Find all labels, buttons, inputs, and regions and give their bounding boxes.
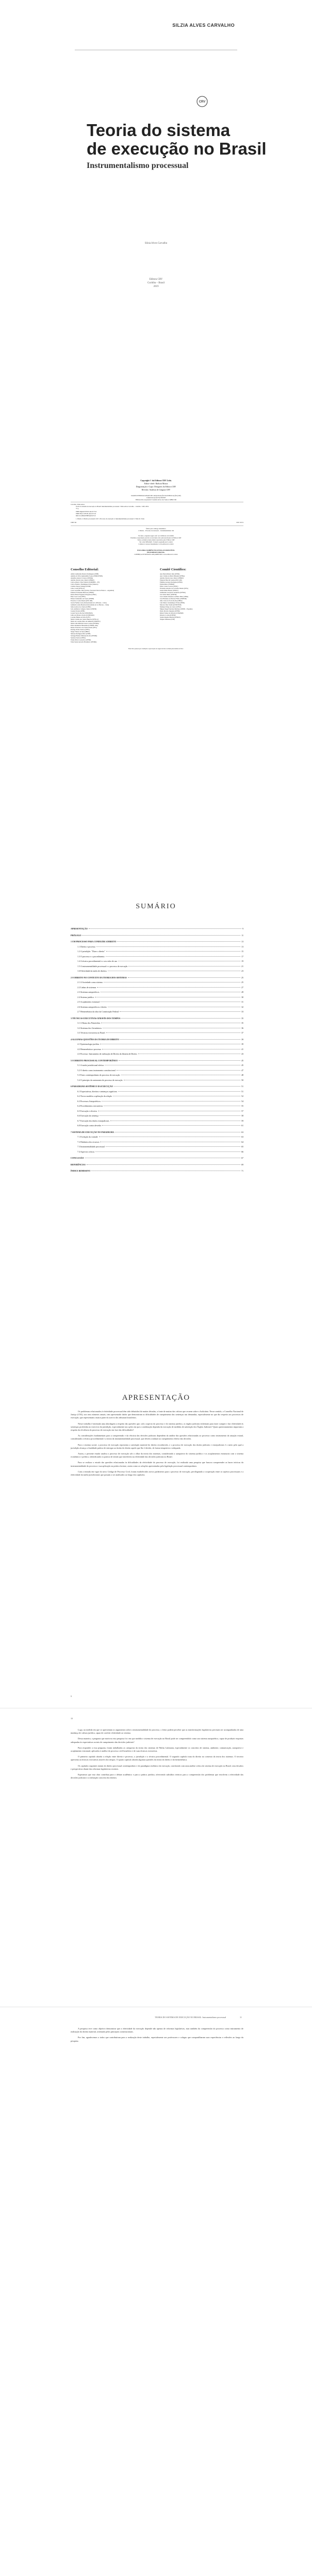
cip-entry: Teoria do sistema de execução no Brasil: Instrumentalismo processual / Silzia Alves Carvalho – Curitiba : CRV, 2019. — [76, 505, 149, 507]
paragraph: Os problemas relacionados à efetividade processual têm sido debatidos há muitas décadas, a fonte de muitas das críticas que recaem sobre o Judiciário. Nesse sentido, o Conselho Nacional de Justiça (CNJ), nos seus números anuais, tem apresentado dados que demonstram as dificuldades de cumprimento das sentenças nas demandas, especialmente no que diz respeito aos processos de execução, que representam a maior parte do acervo dos tribunais brasileiros. — [71, 1410, 243, 1419]
toc-entry-page: 55 — [241, 1105, 243, 1107]
toc-entry-page: 57 — [241, 1109, 243, 1112]
toc-entry-label: 3 TÉCNICAS EXECUTIVAS ATRAVÉS DOS TEMPOS — [71, 1016, 121, 1020]
committee-list — [160, 573, 243, 620]
credit-line-1: Editor-chefe: Railson Moura — [144, 482, 168, 485]
council-member: Élsio José Corá (UFFS) — [71, 596, 86, 598]
toc-leader — [100, 1115, 240, 1116]
committee-member: Joel Lima Júnior (UNESP) — [160, 594, 177, 596]
toc-entry[interactable] — [77, 1095, 243, 1097]
council-member: Gloria Fariñas León (Universidade de La Havana – Cuba) — [71, 602, 107, 604]
svg-text:CRV: CRV — [199, 100, 206, 104]
cip-subtitle: CATALOGAÇÃO NA FONTE — [146, 497, 166, 499]
toc-entry-label: 4 ALGUMAS QUESTÕES DA TEORIA DO DIREITO — [71, 1038, 120, 1041]
presentation-text-2 — [71, 1728, 243, 1782]
toc-leader — [102, 1125, 240, 1126]
toc-entry-page: 63 — [241, 1130, 243, 1133]
toc-entry-label: 5.4 O princípio da autonomia do processo de execução — [77, 1078, 123, 1081]
toc-entry-label: 4.1 Epistemologia jurídica — [77, 1043, 100, 1045]
toc-entry[interactable] — [77, 1022, 243, 1024]
header-rule — [75, 49, 237, 50]
council-member: Cesar Gerónimo Tello (Univer. Nacional Três de Febrero – Argentina) — [71, 589, 114, 591]
toc-entry-page: 35 — [241, 1016, 243, 1020]
toc-leader — [106, 951, 240, 952]
toc-entry[interactable] — [71, 1059, 243, 1062]
credit-line-3: Revisão: Analista de Línguas CRV — [141, 488, 171, 491]
toc-entry[interactable] — [77, 1031, 243, 1034]
toc-entry-page: 47 — [241, 1069, 243, 1072]
toc-leader — [106, 956, 240, 957]
toc-entry[interactable] — [77, 1105, 243, 1107]
committee-member: Sandra Regina Martini (UFRGS) — [160, 616, 180, 618]
toc-entry-page: 36 — [241, 1026, 243, 1029]
toc-entry-page: 52 — [241, 1095, 243, 1097]
book-title-line-1: Teoria do sistema — [87, 121, 231, 140]
toc-leader — [106, 1146, 240, 1147]
toc-leader — [117, 1070, 240, 1071]
council-member: Maria Lília Imbiriba Sousa Colares (UFOPA) — [71, 622, 99, 624]
paragraph: Para se realizar o estudo das questões relacionadas às dificuldades da efetividade do processo de execução, foi realizada uma pesquisa que buscou compreender as bases teóricas da instrumentalidade do processo e sua aplicação na prática forense, assim como as soluções apresentadas pela legislação processual contemporânea. — [71, 1461, 243, 1467]
council-member: Tadeu Oliver Gonçalves (UFPA) — [71, 639, 91, 641]
toc-entry[interactable] — [77, 986, 243, 989]
publication-year: 2019 — [153, 285, 159, 288]
toc-entry[interactable] — [77, 1006, 243, 1008]
cip-cdu: CDU 347.9 — [236, 521, 243, 523]
toc-leader — [89, 928, 241, 929]
council-member: João Adalberto Campato Junior (UNESP) — [71, 608, 97, 610]
paragraph: Com a entrada em vigor do novo Código de Processo Civil, foram estabelecidos novos parâmetros para o processo de execução, privilegiando a cooperação entre os sujeitos processuais e a efetividade da tutela jurisdicional, que passam a ser analisados ao longo dos capítulos. — [71, 1470, 243, 1477]
toc-entry[interactable] — [77, 1079, 243, 1081]
publisher-name: Editora CRV — [149, 278, 163, 281]
toc-leader — [128, 977, 240, 978]
toc-entry-label: 7.3 Instrumentalidade processual — [77, 1145, 105, 1148]
toc-leader — [120, 1039, 240, 1040]
toc-entry-label: 5 O DIREITO PROCESSUAL CONTEMPORÂNEO — [71, 1059, 118, 1062]
copyright-line: Copyright © da Editora CRV Ltda. — [140, 479, 172, 482]
council-heading: Conselho Editorial: — [71, 568, 99, 571]
cip-block — [71, 503, 243, 523]
toc-entry[interactable] — [77, 1001, 243, 1003]
toc-entry-label: 6.1 Expectativas, direitos e sentenças cognitivas — [77, 1090, 117, 1093]
toc-entry[interactable] — [77, 1110, 243, 1112]
toc-entry-page: 19 — [241, 960, 243, 962]
summary-heading: SUMÁRIO — [136, 903, 176, 910]
contact-phone: Tel.: (41) 3039-6418 - E-mail: sac@editoracrv.com.br — [139, 541, 173, 543]
council-member: Eduardo Fernandes Barbosa (UFMG) — [71, 591, 94, 594]
toc-entry-page: 31 — [241, 1001, 243, 1003]
digital-notice-2: EM FORMATO DIGITAL. — [146, 551, 166, 553]
toc-entry-page: 50 — [241, 1078, 243, 1081]
toc-entry-label: 6 PARADIGMA SISTÊMICO DA EXECUÇÃO — [71, 1085, 113, 1088]
presentation-heading: APRESENTAÇÃO — [122, 1394, 190, 1402]
toc-entry-page: 54 — [241, 1099, 243, 1103]
toc-entry-label: APRESENTAÇÃO — [71, 927, 88, 930]
committee-member: Júlio César de Sá da Rocha (UFBA) — [160, 600, 183, 602]
toc-leader — [121, 1018, 240, 1019]
book-subtitle: Instrumentalismo processual — [87, 161, 189, 170]
toc-entry[interactable] — [77, 1074, 243, 1076]
committee-member: Guilherme Gonçalves Alcântara (UFMG) — [160, 591, 186, 594]
index-title: Índice para catálogo sistemático — [146, 528, 166, 530]
toc-entry[interactable] — [77, 996, 243, 998]
toc-entry[interactable] — [71, 934, 243, 937]
toc-entry-page: 43 — [241, 1053, 243, 1055]
toc-entry[interactable] — [71, 1170, 243, 1172]
toc-entry-label: 7.1 Evolução da vontade — [77, 1136, 98, 1138]
toc-leader — [96, 946, 240, 947]
council-member: Aldira Guimarães Duarte Domínguez (UNB) — [71, 573, 99, 575]
paragraph: Por fim, agradecemos a todos que contribuíram para a realização deste trabalho, especialmente aos professores e colegas que compartilharam suas experiências e reflexões ao longo da pesquisa. — [71, 2036, 243, 2042]
toc-entry[interactable] — [77, 1124, 243, 1127]
toc-entry-label: REFERÊNCIAS — [71, 1163, 86, 1166]
toc-entry[interactable] — [71, 1163, 243, 1166]
committee-member: José Cláudio Monteiro de Brito Filho (UFPA) — [160, 596, 189, 598]
toc-entry-page: 17 — [241, 955, 243, 958]
toc-entry-page: 33 — [241, 1010, 243, 1013]
council-member: Lídia de Oliveira Xavier (UNIEURO) — [71, 614, 94, 616]
toc-entry-page: 11 — [241, 934, 243, 937]
page-number-9: 9 — [71, 1695, 72, 1698]
cip-author: Carvalho, Silzia Alves — [71, 503, 85, 505]
committee-member: Fernando Antonio de Carvalho Dantas (UFG) — [160, 587, 188, 589]
toc-leader — [120, 1011, 240, 1012]
council-member: Antônio Pereira Gaio Júnior (UFRRJ) — [71, 579, 94, 581]
council-member: Francisco Carlos Duarte (PUC-PR) — [71, 600, 93, 602]
toc-entry[interactable] — [77, 955, 243, 958]
toc-entry-label: 2.3 Sistemas autopoiéticos — [77, 991, 100, 993]
cip-isbn-2: ISBN Físico 978-85-444-3172-9 — [76, 513, 96, 515]
toc-entry[interactable] — [77, 1120, 243, 1122]
toc-entry-page: 25 — [241, 981, 243, 984]
toc-entry-label: 2.7 Hermenêutica da obra da Constituição Federal — [77, 1010, 119, 1013]
toc-entry[interactable] — [77, 950, 243, 953]
council-member: Lourdes Helena da Silva (UFV) — [71, 616, 91, 618]
toc-entry-page: 63 — [241, 1136, 243, 1138]
council-member: Andréia da Silva Quintanilha Sousa (UNIR/UFRN) — [71, 575, 103, 577]
toc-entry-page: 37 — [241, 1031, 243, 1034]
toc-entry-page: 65 — [241, 1145, 243, 1148]
toc-entry-page: 67 — [241, 1157, 243, 1159]
crv-logo-icon — [196, 95, 208, 108]
committee-member: Miguel Ángel Sánchez Martínez (UNED – Espanha) — [160, 608, 193, 610]
toc-entry-page: 66 — [241, 1150, 243, 1153]
toc-entry-label: 1.2 A jurisdição: "Dizer o direito" — [77, 950, 105, 953]
editorial-council — [71, 568, 156, 643]
toc-entry[interactable] — [77, 965, 243, 968]
scientific-committee — [160, 568, 243, 620]
committee-member: Antônio Pereira Gaio Júnior (UFRRJ) — [160, 577, 184, 579]
toc-entry-page: 35 — [241, 1022, 243, 1024]
toc-entry-label: 7 SISTEMA DE EXECUÇÃO NO PARADIGMA — [71, 1130, 114, 1133]
toc-leader — [87, 1164, 240, 1165]
digital-notice: ESTA OBRA TAMBÉM ENCONTRA-SE DISPONÍVEL — [137, 549, 175, 551]
toc-entry-page: 59 — [241, 1119, 243, 1122]
toc-entry-label: CONCLUSÃO — [71, 1157, 84, 1159]
committee-member: Fábio Caires Correia (UESC) — [160, 585, 178, 587]
toc-entry-page: 69 — [241, 1163, 243, 1166]
toc-entry[interactable] — [71, 940, 243, 943]
council-member: Jailson Alves dos Santos (UFRJ) — [71, 606, 91, 608]
toc-entry[interactable] — [77, 1053, 243, 1055]
toc-leader — [119, 1060, 240, 1061]
committee-member: Paulo Ricardo Opuszka (UFPR) — [160, 610, 180, 612]
toc-entry-label: 6.7 Execução dos títulos extrajudiciais — [77, 1119, 109, 1122]
toc-entry[interactable] — [77, 960, 243, 962]
toc-entry-label: 3.1 A Roma dos Primórdios — [77, 1022, 101, 1024]
toc-entry[interactable] — [77, 1150, 243, 1153]
peer-review-note: Este livro passou por avaliação e aprovação às cegas de dois ou mais pareceristas ad hoc. — [128, 648, 184, 650]
committee-member: Edmilson Araujo Rodrigues (UFPA) — [160, 581, 183, 583]
toc-entry-label: 1.5 A instrumentalidade processual e o processo de execução — [77, 964, 128, 968]
toc-entry-page: 58 — [241, 1114, 243, 1117]
toc-entry-label: 7.4 Aspectos críticos — [77, 1150, 95, 1153]
cip-isbn: ISBN Digital 978-85-444-3173-6 — [76, 511, 97, 513]
toc-entry-label: 2 O DIREITO NO CONTEXTO DA TEORIA DOS SISTEMAS — [71, 976, 127, 979]
running-author: SILZIA ALVES CARVALHO — [172, 23, 235, 28]
council-member: Carlos Alberto Vilar Estêvão (UMINHO – PT) — [71, 581, 100, 583]
council-member: Renato Francisco dos Santos Paula (UFG) — [71, 626, 97, 629]
toc-leader — [117, 941, 240, 942]
toc-entry-page: 21 — [241, 964, 243, 968]
toc-entry[interactable] — [77, 1114, 243, 1117]
toc-entry[interactable] — [71, 1017, 243, 1020]
council-member: Anselmo Alencar Colares (UFOPA) — [71, 577, 93, 579]
toc-entry-page: 23 — [241, 970, 243, 972]
cover-author: Silzia Alves Carvalho — [144, 242, 168, 245]
toc-entry-page: 39 — [241, 1043, 243, 1045]
toc-entry-label: 5.3 Fases contemporâneas do processo de execução — [77, 1074, 120, 1076]
toc-entry[interactable] — [77, 1027, 243, 1029]
toc-leader — [95, 1151, 240, 1152]
toc-entry-page: 13 — [241, 940, 243, 943]
credit-line-2: Diagramação e Capa: Designers da Editora CRV — [136, 485, 176, 488]
toc-entry-label: 1.4 A técnica procedimental e o seu valor de uso — [77, 960, 118, 962]
paragraph: Esperamos que esta obra contribua para o debate acadêmico e para a prática jurídica, oferecendo subsídios teóricos para a compreensão dos problemas que envolvem a efetividade das decisões judiciais e a realização concreta dos direitos. — [71, 1773, 243, 1780]
council-member: Leonel Severo Rocha (UNISINOS) — [71, 612, 93, 614]
committee-member: Roberta Corrêa (UNESP) — [160, 614, 176, 616]
toc-leader — [82, 935, 240, 936]
contact-site: Conheça os nossos lançamentos: www.editoracrv.com.br — [138, 543, 174, 545]
title-page — [0, 0, 312, 470]
presentation-text-3 — [71, 2027, 243, 2045]
toc-entry-label: 3.2 Sistemas dos Germânicos — [77, 1026, 102, 1029]
toc-entry-page: 61 — [241, 1124, 243, 1127]
summary-page — [0, 855, 312, 1374]
toc-entry[interactable] — [77, 1090, 243, 1093]
toc-entry[interactable] — [77, 991, 243, 993]
toc-entry-label: 1 UM PROCESSO PARA CONDUZIR A DIREITO — [71, 940, 117, 943]
toc-entry[interactable] — [77, 1069, 243, 1072]
toc-entry-label: 4.2 Hermenêutica e processo — [77, 1047, 102, 1050]
page-number-10: 10 — [71, 1717, 73, 1720]
paragraph: As considerações fundamentais para a compreensão e da eficácia das decisões judiciais dependem da análise das questões relacionadas ao processo como instrumento da atuação estatal, considerando a técnica procedimental e a teoria da instrumentalidade processual, que devem conduzir ao cumprimento efetivo das decisões. — [71, 1434, 243, 1440]
toc-entry-page: 15 — [241, 950, 243, 953]
council-member: Solange Helena Ximenes-Rocha (UFOPA) — [71, 635, 97, 637]
toc-entry-label: 3.3 Técnicas executivas no Brasil — [77, 1031, 105, 1034]
presentation-pages — [0, 1373, 312, 2576]
toc-entry[interactable] — [71, 1131, 243, 1133]
rights-reserved: Todos os direitos desta edição reservados pela: Editora CRV — [137, 539, 175, 541]
toc-leader — [114, 1086, 240, 1087]
toc-entry-label: 2.1 A Sociedade como sistema — [77, 981, 103, 984]
running-head: TEORIA DO SISTEMA DE EXECUÇÃO NO BRASIL: Instrumentalismo processual — [155, 2016, 226, 2019]
toc-entry-label: 1.6 Efetividade da tutela de direitos — [77, 970, 107, 972]
digital-notice-3: CONHEÇA OS NOSSOS LANÇAMENTOS: www.editoracrv.com.br — [134, 553, 178, 555]
council-member: Carmen Tereza Velanga (UNIR) — [71, 585, 91, 587]
toc-entry-label: 7.2 Dinâmica dos recursos — [77, 1140, 100, 1143]
council-member: Sérgio Nunes de Jesus (IFRO) — [71, 631, 90, 633]
toc-entry-page: 48 — [241, 1074, 243, 1076]
toc-entry[interactable] — [77, 1043, 243, 1045]
toc-entry[interactable] — [77, 1136, 243, 1138]
toc-entry-label: 4.3 Processo: Instrumento de realização de Direito da Idoneia de Direito — [77, 1053, 137, 1055]
paragraph: Dessa maneira, a pergunta que motivou esta pesquisa foi: em que medida o sistema de execução no Brasil pode ser compreendido como um sistema autopoiético, capaz de produzir respostas adequadas às expectativas sociais de cumprimento das decisões judiciais? — [71, 1737, 243, 1743]
committee-member: Ezilda Melo (UNIFAP) — [160, 583, 175, 585]
toc-entry-label: 2.6 Sistemas autopoiéticos e direito — [77, 1005, 107, 1008]
toc-entry-page: 27 — [241, 986, 243, 989]
toc-entry-page: 9 — [242, 927, 243, 930]
paragraph: Para o sistema social, o processo de execução representa a satisfação material do direito reconhecido, e o processo de execução dos títulos judiciais e extrajudiciais é o meio pelo qual a jurisdição alcança a finalidade prática de entregar ao titular do direito aquilo que lhe é devido, de forma tempestiva e adequada. — [71, 1443, 243, 1449]
toc-entry[interactable] — [71, 1038, 243, 1041]
council-member: Simone Rodrigues Pinto (UNB) — [71, 633, 91, 635]
toc-entry[interactable] — [77, 1145, 243, 1148]
toc-leader — [128, 966, 240, 967]
committee-member: Gisela Maria Bester (UNISC) — [160, 589, 178, 591]
paragraph: O primeiro capítulo aborda a relação entre direito e processo, a jurisdição e a técnica procedimental. O segundo capítulo trata do direito no contexto da teoria dos sistemas. O terceiro apresenta as técnicas executivas através dos tempos. O quarto capítulo aborda algumas questões da teoria do direito e da hermenêutica. — [71, 1755, 243, 1761]
toc-entry[interactable] — [71, 976, 243, 979]
toc-entry-label: 2.5 Acoplamento estrutural — [77, 1001, 100, 1003]
toc-entry-label: 6.6 Execução da sentença — [77, 1114, 99, 1117]
paragraph: Assim, o presente estudo analisa o processo de execução sob o olhar da teoria dos sistemas, considerando a autopoiese do sistema jurídico e os acoplamentos estruturais com o sistema econômico e político, identificando os pontos de tensão que interferem na efetividade das decisões judiciais no Brasil. — [71, 1452, 243, 1459]
toc-leader — [106, 1032, 240, 1033]
toc-entry-label: 2.2 Linhas de sistemas — [77, 986, 96, 989]
toc-entry-page: 28 — [241, 991, 243, 993]
toc-entry-page: 41 — [241, 1047, 243, 1050]
committee-member: Ana Paula Ribeiro Reis (UFPA) — [160, 573, 180, 575]
toc-entry-label: 5.1 A tutela jurisdicional efetiva — [77, 1064, 104, 1066]
toc-entry-page: 64 — [241, 1140, 243, 1143]
paragraph: Os capítulos seguintes tratam do direito processual contemporâneo e do paradigma sistêmico da execução, concluindo com uma análise crítica do sistema de execução no Brasil, seus desafios e perspectivas diante das reformas legislativas recentes. — [71, 1764, 243, 1770]
committee-member: Luís Mauro Lindenmeyer Eche (UFPR) — [160, 602, 185, 604]
book-title — [87, 121, 266, 158]
committee-member: Wagner Menezes (USP) — [160, 618, 175, 620]
toc-leader — [118, 1091, 240, 1092]
toc-entry[interactable] — [71, 1085, 243, 1088]
committee-member: Ana Cristina de Melo Pimentel (UFBA) — [160, 575, 185, 577]
toc-entry[interactable] — [77, 1100, 243, 1103]
cip-librarian: Bibliotecária responsável: Luzenira Alves dos Santos CRB9/1506 — [136, 499, 176, 501]
council-member: Celso Conti (UFSCar) — [71, 587, 85, 589]
toc-entry[interactable] — [77, 1064, 243, 1066]
toc-entry[interactable] — [77, 1010, 243, 1013]
toc-entry[interactable] — [77, 970, 243, 972]
paragraph: Logo, na medida em que se apresentam os argumentos sobre a instrumentalidade do processo, o leitor poderá perceber que as transformações legislativas precisam ser acompanhadas de uma mudança de cultura jurídica, capaz de conferir efetividade ao sistema. — [71, 1728, 243, 1735]
committee-member: Matheus Felipe de Castro (UFSC) — [160, 606, 181, 608]
cip-pages: 72 p. — [76, 507, 79, 510]
toc-entry[interactable] — [77, 1141, 243, 1143]
cip-doi: DOI 10.24824/978854443172.9 — [76, 515, 96, 517]
toc-entry-page: 71 — [241, 1170, 243, 1172]
toc-entry-page: 45 — [241, 1059, 243, 1062]
council-member: Guillermo Arias Beatón (Universidade de La Havana – Cuba) — [71, 604, 109, 606]
council-member: Josania Portela (UFPI) — [71, 610, 85, 612]
toc-entry-page: 51 — [241, 1090, 243, 1093]
committee-member: José Filomeno de Moraes Filho (UNIFOR) — [160, 598, 187, 600]
presentation-text-1 — [71, 1410, 243, 1479]
cip-subjects: 1. Direito 2. Direito processual civil 3. Processo de execução 4. Instrumentalidade processual I. Título II. Série — [76, 518, 144, 520]
toc-entry-page: 13 — [241, 945, 243, 948]
publisher-city: Curitiba – Brasil — [147, 282, 165, 284]
toc-entry-page: 30 — [241, 995, 243, 998]
council-member: Maria de Lourdes Pinto de Almeida (UNOESC) — [71, 620, 101, 622]
council-member: Paulo Romualdo Hernandes (UNIFAL-MG) — [71, 624, 98, 626]
toc-entry-page: 45 — [241, 1064, 243, 1066]
legal-deposit: Foi feito o depósito legal conf. Lei 10.994 de 14/12/2004 — [138, 535, 174, 537]
toc-entry-page: 51 — [241, 1085, 243, 1088]
toc-entry-label: PRÓLOGO — [71, 934, 81, 937]
cip-cdd: CDD 341 — [71, 521, 77, 523]
toc-entry[interactable] — [77, 945, 243, 948]
toc-entry-page: 39 — [241, 1038, 243, 1041]
council-member: Rodrigo Pratte-Santos (UFES) — [71, 629, 90, 631]
cip-title: DADOS INTERNACIONAIS DE CATALOGAÇÃO NA PUBLICAÇÃO (CIP) — [131, 495, 181, 497]
toc-entry-page: 32 — [241, 1005, 243, 1008]
council-member: Elione Maria Nogueira Diogenes (UFAL) — [71, 594, 97, 596]
paragraph: Para responder a essa pergunta, foram trabalhadas as categorias da teoria dos sistemas de Niklas Luhmann, especialmente os conceitos de sistema, ambiente, comunicação, autopoiese e acoplamento estrutural, aplicados à análise do processo civil brasileiro e de suas técnicas executivas. — [71, 1746, 243, 1753]
toc-entry[interactable] — [77, 1048, 243, 1050]
toc-entry-label: 2.4 Sistema jurídico — [77, 995, 94, 998]
toc-entry[interactable] — [71, 927, 243, 930]
committee-heading: Comitê Científico: — [160, 568, 187, 571]
index-line: 1. Direito – Processo de execução – Instrumentalismo 341 — [138, 530, 174, 532]
toc-leader — [97, 987, 240, 988]
paragraph: A pesquisa teve como objetivo demonstrar que a efetividade da execução depende não apenas de reformas legislativas, mas também da compreensão do processo como instrumento de realização do direito material, orientado pelos princípios constitucionais. — [71, 2027, 243, 2033]
council-list — [71, 573, 156, 643]
toc-entry-label: 1.3 O processo e o procedimento — [77, 955, 105, 958]
credits-page — [0, 470, 312, 856]
toc-entry-label: 6.4 Procedimentos executórios — [77, 1105, 103, 1107]
toc-entry-label: 6.3 Processos Autopoiéticos — [77, 1099, 101, 1103]
toc-entry-page: 25 — [241, 976, 243, 979]
committee-member: Eduardo Biacchi Gomes (PUC-PR) — [160, 579, 182, 581]
rights-line: Proibida a reprodução parcial ou total desta obra sem autorização da Editora CRV — [130, 537, 182, 539]
council-member: Carlos Federico Dominguez Avila (Unieuro) — [71, 583, 98, 585]
toc-entry-label: 6.8 Execução contra devedor — [77, 1124, 102, 1127]
committee-member: Marcelo Dias Varella (UNICEUB) — [160, 604, 182, 606]
toc-entry-label: ÍNDICE REMISSIVO — [71, 1170, 91, 1172]
council-member: Sydione Santos (UEPG) — [71, 637, 86, 639]
toc-entry-label: 6.2 Novos modelos a aplicação da relação — [77, 1095, 112, 1097]
committee-member: Rafael Tomaz de Oliveira (UNAERP) — [160, 612, 184, 614]
toc-entry[interactable] — [71, 1157, 243, 1159]
council-member: Elizeu Clementino de Souza (UNEB) — [71, 598, 94, 600]
toc-entry-label: 6.5 Execução e eficácia — [77, 1109, 97, 1112]
toc-entry[interactable] — [77, 981, 243, 984]
council-member: Maria Cristina dos Santos Bezerra (UFSCar) — [71, 618, 98, 620]
book-title-line-2: de execução no Brasil — [87, 139, 267, 158]
page-number-11: 11 — [240, 2016, 242, 2019]
paragraph: Nesse trabalho é intentada uma abordagem a respeito das questões que, sob o aspecto do processo e do sistema jurídico, os órgãos judiciais enfrentam para fazer cumprir e dar efetividade às sentenças proferidas no exercício da jurisdição, especialmente nas ações em que a condenação dependa da execução de medidas de satisfação dos Órgãos Judiciais? Quais questionamentos importam a respeito da eficiência do processo de execução em face das dificuldades? — [71, 1422, 243, 1432]
toc-entry-label: 5.2 O direito como instrumento constitucional — [77, 1069, 116, 1072]
toc-entry-label: 1.1 Direito e processo — [77, 945, 96, 948]
council-member: Tania Suely Azevedo Brasileiro (UFOPA) — [71, 641, 97, 643]
